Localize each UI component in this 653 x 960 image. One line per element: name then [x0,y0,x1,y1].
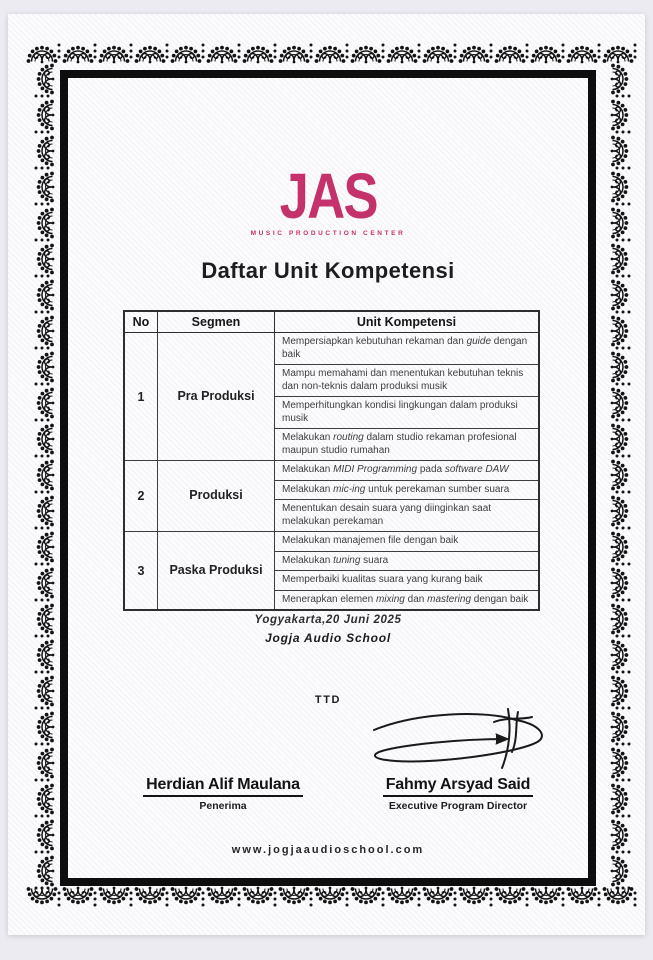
competency-item: Melakukan mic-ing untuk perekaman sumber suara [275,480,540,500]
table-row [124,333,539,365]
competency-table [123,310,540,611]
competency-item: Mampu memahami dan menentukan kebutuhan teknis dan non-teknis dalam produksi musik [275,365,540,397]
jas-logo [68,160,588,238]
competency-item: Menentukan desain suara yang diinginkan saat melakukan perekaman [275,500,540,532]
jas-logo-subtitle: MUSIC PRODUCTION CENTER [250,230,406,237]
certificate-content [68,78,588,878]
header-no: No [124,311,158,333]
header-unit-kompetensi: Unit Kompetensi [275,311,540,333]
signature-scribble [368,708,548,774]
table-row [124,461,539,481]
signature-block-recipient [123,776,323,812]
closing-block [68,614,588,645]
signature-block-director [358,776,558,812]
row-number: 1 [124,333,158,461]
segment-name: Pra Produksi [158,333,275,461]
competency-item: Memperbaiki kualitas suara yang kurang baik [275,571,540,591]
competency-item: Melakukan tuning suara [275,551,540,571]
place-date: Yogyakarta,20 Juni 2025 [254,614,402,626]
competency-item: Melakukan routing dalam studio rekaman profesional maupun studio rumahan [275,429,540,461]
row-number: 3 [124,532,158,611]
competency-item: Memperhitungkan kondisi lingkungan dalam produksi musik [275,397,540,429]
director-role: Executive Program Director [388,800,528,812]
header-segmen: Segmen [158,311,275,333]
competency-table-body [124,333,539,611]
jas-logo-text: JAS [279,160,377,232]
certificate-paper [8,14,645,935]
competency-item: Menerapkan elemen mixing dan mastering dengan baik [275,590,540,610]
segment-name: Produksi [158,461,275,532]
competency-item: Melakukan manajemen file dengan baik [275,532,540,552]
row-number: 2 [124,461,158,532]
competency-item: Melakukan MIDI Programming pada software DAW [275,461,540,481]
organization-name: Jogja Audio School [265,631,391,645]
segment-name: Paska Produksi [158,532,275,611]
competency-item: Mempersiapkan kebutuhan rekaman dan guide dengan baik [275,333,540,365]
recipient-role: Penerima [199,800,247,812]
recipient-name: Herdian Alif Maulana [143,776,303,797]
competency-table-header [124,311,539,333]
director-name: Fahmy Arsyad Said [383,776,534,797]
website-url: www.jogjaaudioschool.com [231,844,425,856]
table-row [124,532,539,552]
ttd-label: TTD [314,694,342,706]
page-title: Daftar Unit Kompetensi [201,258,455,283]
